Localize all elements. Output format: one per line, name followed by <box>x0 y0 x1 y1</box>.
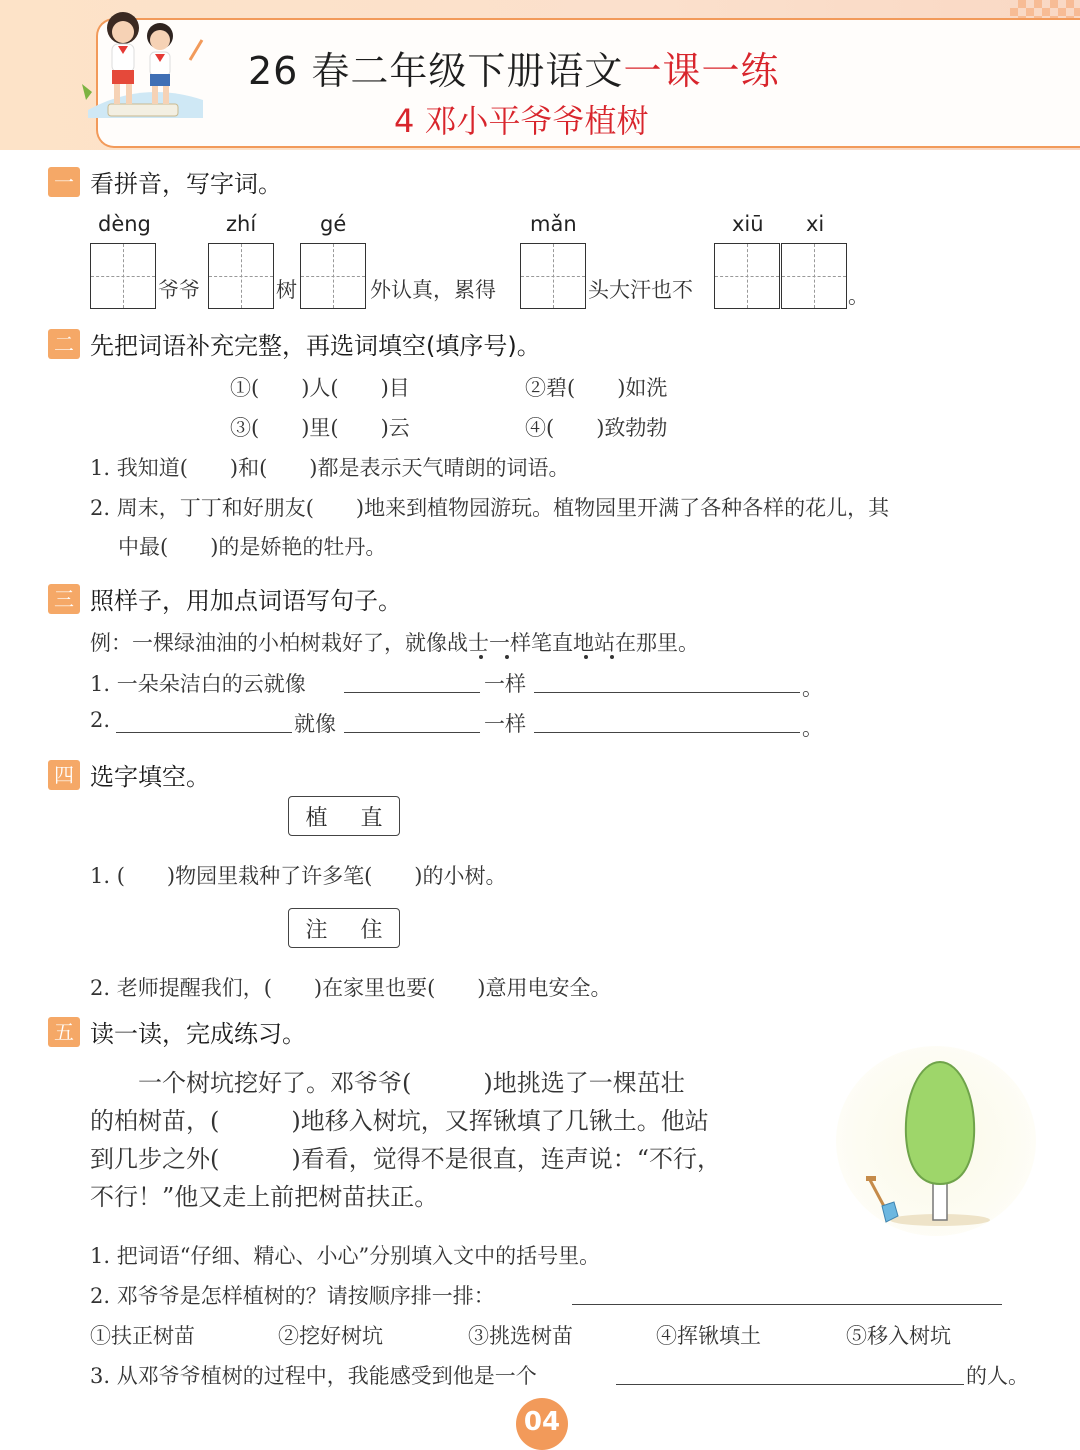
section-number: 四 <box>48 760 80 790</box>
page-number: 04 <box>516 1398 568 1450</box>
question: 1. 把词语“仔细、精心、小心”分别填入文中的括号里。 <box>90 1244 601 1268</box>
example-sentence: 例：一棵绿油油的小柏树栽好了，就像战士一样笔直地站在那里。 <box>90 631 699 655</box>
pinyin: xiū <box>732 212 764 236</box>
section-4-heading <box>48 757 210 792</box>
reading-passage <box>90 1064 820 1216</box>
section-2-heading <box>48 326 541 361</box>
question: 1. 我知道( )和( )都是表示天气晴朗的词语。 <box>90 456 570 480</box>
char-option: 住 <box>360 917 383 943</box>
section-title: 先把词语补充完整，再选词填空(填序号)。 <box>90 332 541 360</box>
idiom-2: ②碧( )如洗 <box>525 376 668 400</box>
section-number: 三 <box>48 584 80 614</box>
section-number: 一 <box>48 167 80 197</box>
char-option: 直 <box>360 805 383 831</box>
pinyin: zhí <box>226 212 257 236</box>
emphasis-dot <box>584 655 588 659</box>
passage-line: 一个树坑挖好了。邓爷爷( )地挑选了一棵茁壮 <box>90 1069 685 1097</box>
section-title: 照样子，用加点词语写句子。 <box>90 587 402 615</box>
section-title: 读一读，完成练习。 <box>90 1020 306 1048</box>
emphasis-dot <box>610 655 614 659</box>
passage-line: 不行！”他又走上前把树苗扶正。 <box>90 1183 439 1211</box>
sentence-line: 。 <box>802 676 823 700</box>
writing-grid[interactable] <box>781 243 847 309</box>
section-5-heading <box>48 1014 306 1049</box>
char-option: 植 <box>305 805 328 831</box>
emphasis-dot <box>505 655 509 659</box>
question: 2. 周末，丁丁和好朋友( )地来到植物园游玩。植物园里开满了各种各样的花儿，其 <box>90 496 890 520</box>
passage-line: 到几步之外( )看看，觉得不是很直，连声说：“不行， <box>90 1145 721 1173</box>
section-title: 看拼音，写字词。 <box>90 170 282 198</box>
option: ④挥锹填土 <box>656 1324 761 1348</box>
kids-illustration <box>78 0 208 122</box>
answer-line[interactable] <box>344 732 480 733</box>
question: 2. 邓爷爷是怎样植树的？请按顺序排一排： <box>90 1284 495 1308</box>
answer-line[interactable] <box>344 692 480 693</box>
question: 1. ( )物园里栽种了许多笔( )的小树。 <box>90 864 507 888</box>
pinyin: dèng <box>98 212 151 236</box>
answer-line[interactable] <box>616 1384 964 1385</box>
text-segment: 头大汗也不 <box>588 278 693 302</box>
answer-line[interactable] <box>116 732 292 733</box>
question: 2. 老师提醒我们，( )在家里也要( )意用电安全。 <box>90 976 612 1000</box>
option: ②挖好树坑 <box>278 1324 383 1348</box>
option: ⑤移入树坑 <box>846 1324 951 1348</box>
page-title: 26 春二年级下册语文一课一练 <box>248 49 780 93</box>
section-number: 二 <box>48 329 80 359</box>
section-3-heading <box>48 581 402 616</box>
char-choice-box <box>288 908 400 948</box>
sentence-line: 2. <box>90 708 111 732</box>
pinyin: mǎn <box>530 212 577 236</box>
char-option: 注 <box>305 917 328 943</box>
text-segment: 爷爷 <box>158 278 200 302</box>
text-segment: 外认真，累得 <box>370 278 496 302</box>
section-number: 五 <box>48 1017 80 1047</box>
answer-line[interactable] <box>534 732 800 733</box>
idiom-1: ①( )人( )目 <box>230 376 410 400</box>
idiom-4: ④( )致勃勃 <box>525 416 668 440</box>
tree-illustration <box>860 1056 1010 1226</box>
question: 中最( )的是娇艳的牡丹。 <box>118 535 387 559</box>
text-segment: 。 <box>848 284 869 308</box>
answer-line[interactable] <box>572 1304 1002 1305</box>
option: ③挑选树苗 <box>468 1324 573 1348</box>
lesson-subtitle: 4 邓小平爷爷植树 <box>394 102 649 140</box>
sentence-line: 1. 一朵朵洁白的云就像 <box>90 672 306 696</box>
sentence-line: 。 <box>802 716 823 740</box>
pinyin: gé <box>320 212 347 236</box>
section-1-heading <box>48 164 282 199</box>
question: 的人。 <box>966 1364 1029 1388</box>
question: 3. 从邓爷爷植树的过程中，我能感受到他是一个 <box>90 1364 537 1388</box>
option: ①扶正树苗 <box>90 1324 195 1348</box>
writing-grid[interactable] <box>714 243 780 309</box>
passage-line: 的柏树苗，( )地移入树坑，又挥锹填了几锹土。他站 <box>90 1107 709 1135</box>
answer-line[interactable] <box>534 692 800 693</box>
emphasis-dot <box>479 655 483 659</box>
char-choice-box <box>288 796 400 836</box>
writing-grid[interactable] <box>208 243 274 309</box>
section-title: 选字填空。 <box>90 763 210 791</box>
writing-grid[interactable] <box>520 243 586 309</box>
idiom-3: ③( )里( )云 <box>230 416 410 440</box>
sentence-line: 一样 <box>484 672 526 696</box>
sentence-line: 就像 <box>294 712 336 736</box>
sentence-line: 一样 <box>484 712 526 736</box>
writing-grid[interactable] <box>90 243 156 309</box>
pinyin: xi <box>806 212 825 236</box>
text-segment: 树 <box>276 278 297 302</box>
writing-grid[interactable] <box>300 243 366 309</box>
